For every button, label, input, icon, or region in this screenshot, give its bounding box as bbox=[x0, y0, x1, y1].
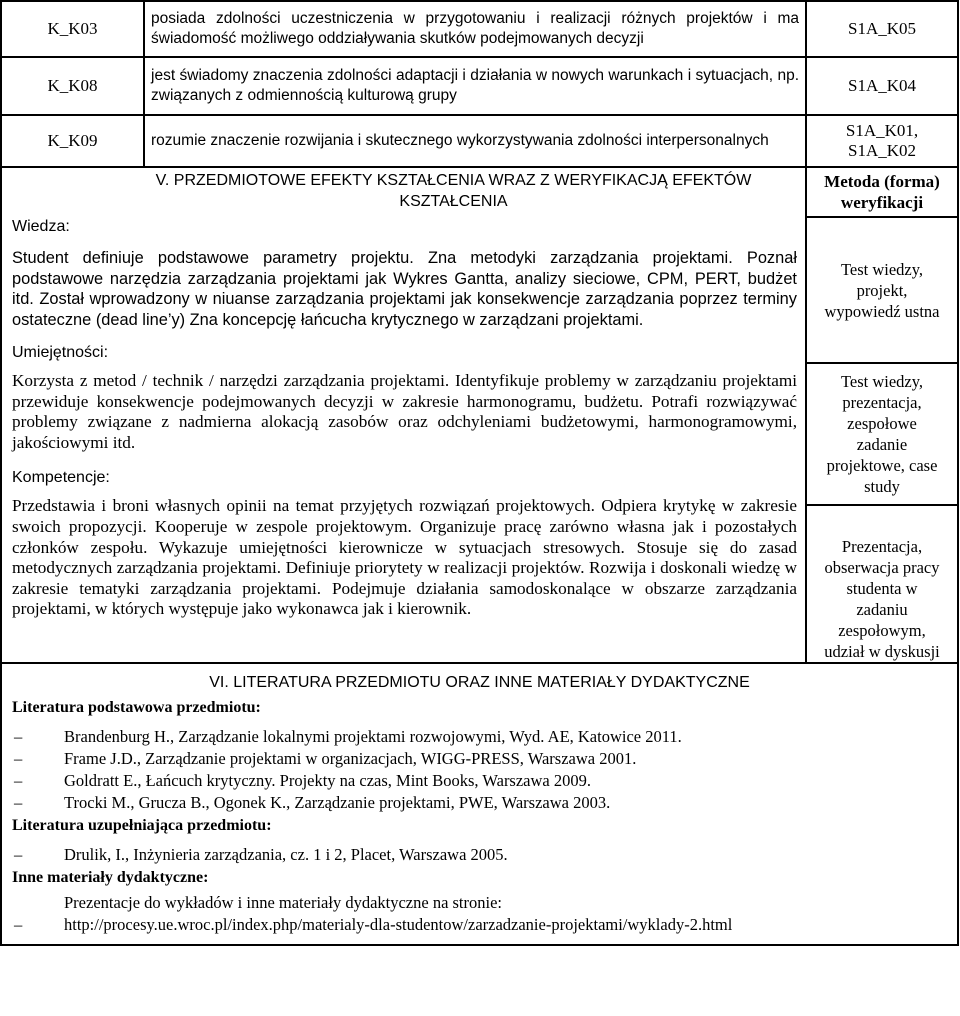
other-materials-item bbox=[12, 892, 949, 936]
dash-bullet: – bbox=[14, 749, 23, 768]
method-line: studenta w bbox=[846, 579, 918, 598]
section-6-title: VI. LITERATURA PRZEDMIOTU ORAZ INNE MATERIAŁY DYDAKTYCZNE bbox=[1, 663, 958, 698]
literature-text: Frame J.D., Zarządzanie projektami w organizacjach, WIGG-PRESS, Warszawa 2001. bbox=[64, 749, 637, 768]
method-column bbox=[806, 167, 958, 663]
section-6-content bbox=[1, 698, 958, 945]
basic-literature-label: Literatura podstawowa przedmiotu: bbox=[12, 699, 261, 716]
outcome-reference-line: S1A_K01, bbox=[845, 121, 919, 140]
basic-literature-list bbox=[12, 726, 949, 814]
literature-text: Goldratt E., Łańcuch krytyczny. Projekty na czas, Mint Books, Warszawa 2009. bbox=[64, 771, 591, 790]
dash-bullet: – bbox=[14, 771, 23, 790]
literature-text: Drulik, I., Inżynieria zarządzania, cz. 1 i 2, Placet, Warszawa 2005. bbox=[64, 845, 508, 864]
kompetencje-label: Kompetencje: bbox=[12, 469, 110, 487]
wiedza-method bbox=[807, 218, 957, 364]
other-materials-label: Inne materiały dydaktyczne: bbox=[12, 869, 209, 886]
outcome-code: K_K09 bbox=[1, 115, 144, 167]
method-line: study bbox=[864, 477, 900, 496]
section-5-title-line: KSZTAŁCENIA bbox=[399, 193, 508, 210]
method-header-line: weryfikacji bbox=[840, 193, 924, 212]
outcome-description: jest świadomy znaczenia zdolności adaptacji i działania w nowych warunkach i sytuacjach, np. związanych z odmiennością kulturową grupy bbox=[144, 57, 806, 115]
umiejetnosci-text: Korzysta z metod / technik / narzędzi zarządzania projektami. Identyfikuje problemy w zarządzaniu projektami przewiduje konsekwencje podejmowanych decyzji w zakresie harmonogramu, budżetu. Potrafi rozwiązywać problemy związane z nadmierna alokacją zasobów oraz odchyleniami budżetowymi, harmonogramowymi, jakościowymi itd. bbox=[12, 371, 797, 452]
outcome-code: K_K03 bbox=[1, 1, 144, 57]
method-line: projekt, bbox=[856, 280, 908, 300]
literature-item bbox=[12, 726, 949, 748]
supplementary-literature-list bbox=[12, 844, 949, 866]
outcome-reference: S1A_K05 bbox=[806, 1, 958, 57]
section-5-row bbox=[1, 167, 958, 663]
method-line: Test wiedzy, bbox=[840, 259, 924, 279]
section-5-title bbox=[2, 168, 805, 212]
method-line: Prezentacja, bbox=[841, 537, 923, 556]
method-line: udział w dyskusji bbox=[824, 642, 940, 661]
section-6-head-row bbox=[1, 663, 958, 698]
outcome-description: rozumie znaczenie rozwijania i skutecznego wykorzystywania zdolności interpersonalnych bbox=[144, 115, 806, 167]
literature-text: Trocki M., Grucza B., Ogonek K., Zarządzanie projektami, PWE, Warszawa 2003. bbox=[64, 793, 611, 812]
literature-text: Brandenburg H., Zarządzanie lokalnymi projektami rozwojowymi, Wyd. AE, Katowice 2011. bbox=[64, 727, 682, 746]
dash-bullet: – bbox=[14, 793, 23, 812]
method-line: zadaniu bbox=[856, 600, 908, 619]
dash-bullet: – bbox=[14, 845, 23, 864]
method-line: prezentacja, bbox=[842, 393, 922, 412]
dash-bullet: – bbox=[14, 915, 23, 934]
kompetencje-method bbox=[807, 506, 957, 662]
section-5-content bbox=[1, 167, 806, 663]
outcome-row bbox=[1, 57, 958, 115]
outcome-description: posiada zdolności uczestniczenia w przygotowaniu i realizacji różnych projektów i ma świadomość możliwego oddziaływania skutków podejmowanych decyzji bbox=[144, 1, 806, 57]
method-line: wypowiedź ustna bbox=[824, 301, 940, 321]
method-line: zadanie bbox=[856, 435, 908, 454]
outcome-reference bbox=[806, 115, 958, 167]
method-line: zespołowym, bbox=[838, 621, 926, 640]
literature-item bbox=[12, 770, 949, 792]
supplementary-literature-label: Literatura uzupełniająca przedmiotu: bbox=[12, 817, 272, 834]
outcome-reference: S1A_K04 bbox=[806, 57, 958, 115]
dash-bullet: – bbox=[14, 727, 23, 746]
wiedza-label: Wiedza: bbox=[12, 218, 70, 235]
method-header bbox=[807, 168, 957, 218]
section-6-body-row bbox=[1, 698, 958, 945]
kompetencje-text: Przedstawia i broni własnych opinii na temat przyjętych rozwiązań projektowych. Odpiera krytykę w zakresie swoich propozycji. Kooperuje w zespole projektowym. Organizuje pracę zarówno własna jak i pozostałych członków zespołu. Wykazuje umiejętności kierownicze w sytuacjach stresowych. Stosuje się do zasad metodycznych zarządzania projektami. Definiuje priorytety w realizacji projektów. Rozwija i doskonali wiedzę w zakresie tematyki zarządzania projektami. Podejmuje działania samodoskonalące w obszarze zarządzania projektami, w których występuje jako wykonawca jak i kierownik. bbox=[12, 496, 797, 619]
other-materials-text: Prezentacje do wykładów i inne materiały dydaktyczne na stronie: bbox=[64, 893, 503, 912]
outcome-row bbox=[1, 115, 958, 167]
outcome-row bbox=[1, 1, 958, 57]
outcome-reference-line: S1A_K02 bbox=[847, 141, 916, 160]
wiedza-text: Student definiuje podstawowe parametry projektu. Zna metodyki zarządzania projektami. Poznał podstawowe narzędzia zarządzania projektami jak Wykres Gantta, analizy sieciowe, CPM, PERT, budżet itd. Został wprowadzony w niuanse zarządzania projektami jak konsekwencje zarządzania poprzez terminy ostateczne (dead line’y) Zna koncepcję łańcucha krytycznego w zarządzani projektami. bbox=[12, 249, 797, 329]
literature-item bbox=[12, 844, 949, 866]
method-line: obserwacja pracy bbox=[824, 558, 940, 577]
method-line: Test wiedzy, bbox=[840, 372, 924, 391]
outcome-code: K_K08 bbox=[1, 57, 144, 115]
umiejetnosci-label: Umiejętności: bbox=[12, 344, 109, 361]
section-5-title-line: V. PRZEDMIOTOWE EFEKTY KSZTAŁCENIA WRAZ Z WERYFIKACJĄ EFEKTÓW bbox=[155, 172, 752, 189]
literature-item bbox=[12, 792, 949, 814]
other-materials-link[interactable]: http://procesy.ue.wroc.pl/index.php/materialy-dla-studentow/zarzadzanie-projektami/wyklady-2.html bbox=[64, 915, 733, 934]
method-header-line: Metoda (forma) bbox=[824, 172, 940, 191]
umiejetnosci-method bbox=[807, 364, 957, 506]
method-line: zespołowe bbox=[847, 414, 917, 433]
literature-item bbox=[12, 748, 949, 770]
method-line: projektowe, case bbox=[826, 456, 938, 475]
